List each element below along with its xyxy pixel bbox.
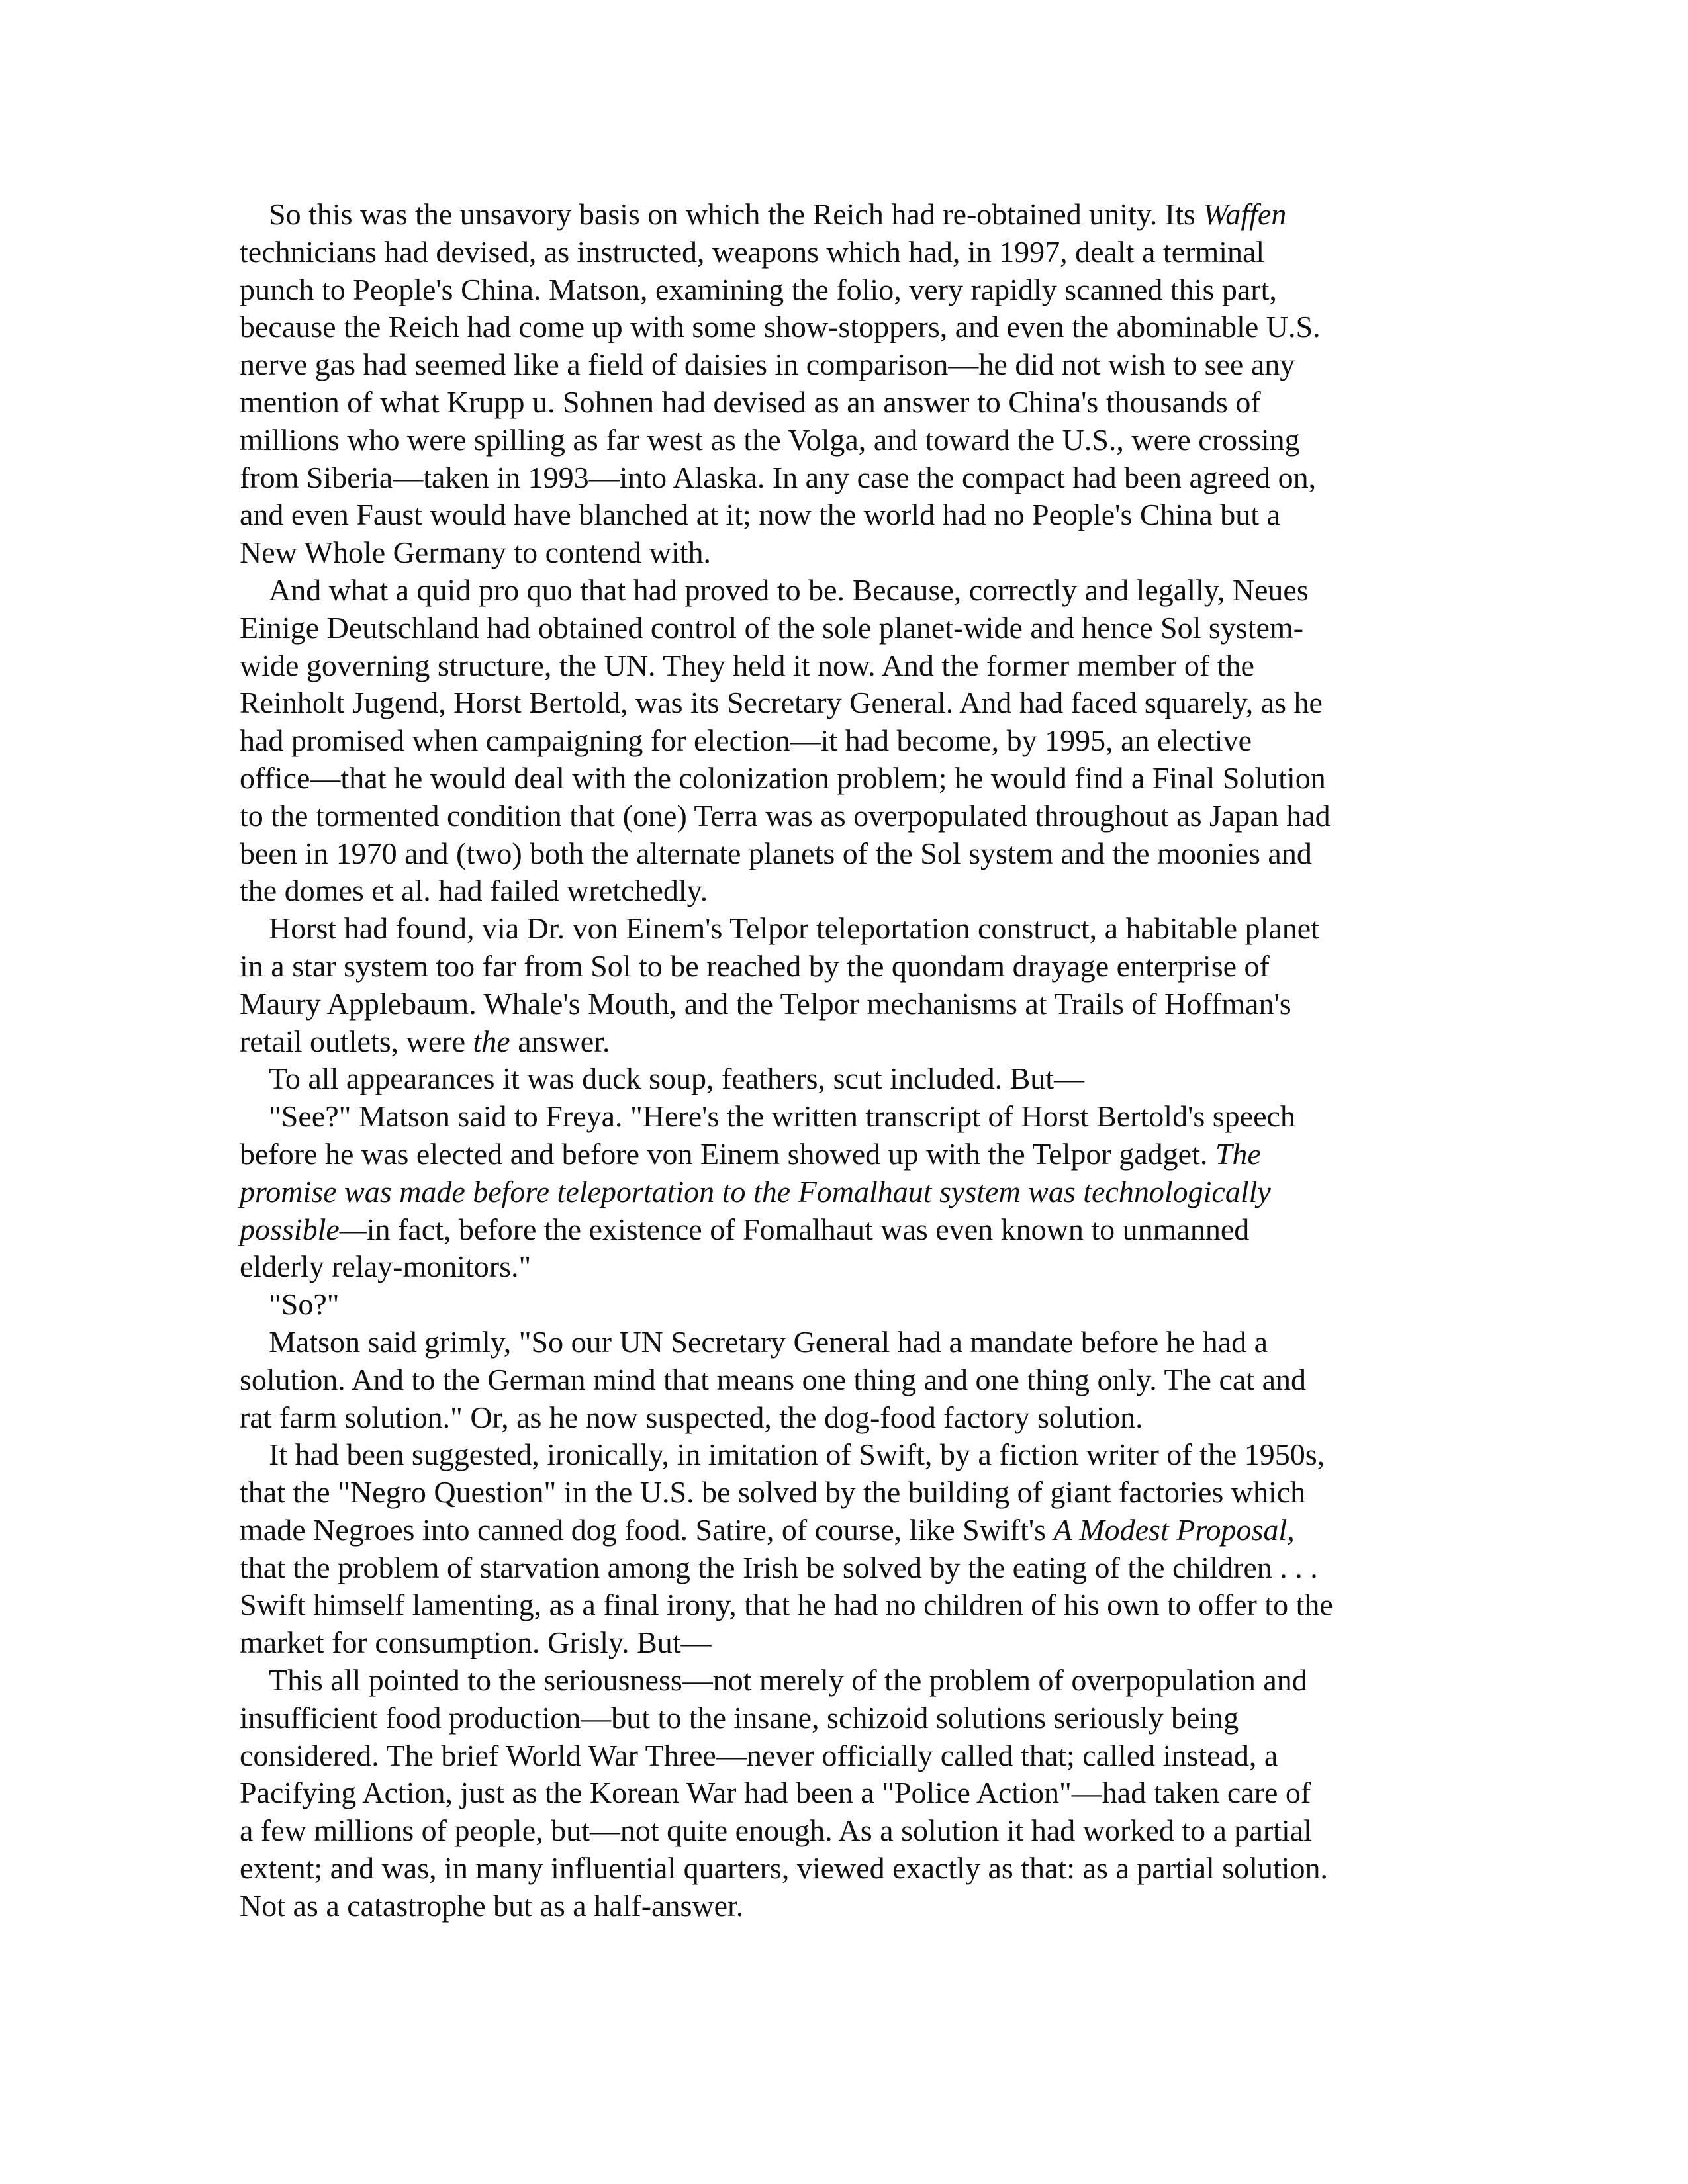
text-run: Not as a catastrophe but as a half-answer. [240, 1888, 744, 1923]
text-line [240, 1173, 1436, 1211]
text-run: Pacifying Action, just as the Korean War had been a "Police Action"—had taken care of [240, 1776, 1311, 1810]
text-run: To all appearances it was duck soup, feathers, scut included. But— [269, 1062, 1085, 1096]
text-run: in a star system too far from Sol to be reached by the quondam drayage enterprise of [240, 948, 1270, 983]
text-line [240, 1737, 1436, 1775]
text-line [240, 459, 1436, 497]
text-run: been in 1970 and (two) both the alternate planets of the Sol system and the moonies and [240, 836, 1312, 870]
text-run: Reinholt Jugend, Horst Bertold, was its Secretary General. And had faced squarely, as he [240, 686, 1323, 720]
text-line [240, 1286, 1436, 1324]
text-line [240, 1586, 1436, 1624]
text-run: insufficient food production—but to the insane, schizoid solutions seriously being [240, 1700, 1239, 1735]
text-line [240, 610, 1436, 647]
text-run: had promised when campaigning for election—it had become, by 1995, an elective [240, 723, 1252, 758]
text-run: rat farm solution." Or, as he now suspected, the dog-food factory solution. [240, 1400, 1143, 1434]
text-run: Horst had found, via Dr. von Einem's Telpor teleportation construct, a habitable planet [269, 911, 1319, 946]
text-run: millions who were spilling as far west as the Volga, and toward the U.S., were crossing [240, 422, 1300, 457]
text-line [240, 760, 1436, 797]
text-line [240, 1324, 1436, 1361]
text-run: because the Reich had come up with some show-stoppers, and even the abominable U.S. [240, 310, 1321, 344]
text-line [240, 985, 1436, 1023]
italic-text: promise was made before teleportation to the Fomalhaut system was technologically [240, 1174, 1271, 1208]
text-line [240, 422, 1436, 459]
text-line [240, 1060, 1436, 1098]
text-line [240, 1436, 1436, 1474]
italic-text: A Modest Proposal, [1053, 1512, 1295, 1547]
text-run: considered. The brief World War Three—never officially called that; called instead, a [240, 1738, 1278, 1772]
text-run: to the tormented condition that (one) Terra was as overpopulated throughout as Japan had [240, 798, 1331, 833]
text-line [240, 1774, 1436, 1812]
text-line [240, 1549, 1436, 1587]
text-line [240, 196, 1436, 234]
text-run: Maury Applebaum. Whale's Mouth, and the Telpor mechanisms at Trails of Hoffman's [240, 986, 1291, 1021]
text-run: office—that he would deal with the colonization problem; he would find a Final Solution [240, 760, 1326, 795]
text-line [240, 647, 1436, 685]
text-run: This all pointed to the seriousness—not merely of the problem of overpopulation and [269, 1663, 1307, 1698]
page-body [240, 196, 1436, 1925]
italic-text: the [473, 1024, 510, 1058]
text-run: wide governing structure, the UN. They held it now. And the former member of the [240, 648, 1254, 682]
text-line [240, 1888, 1436, 1925]
text-run: "See?" Matson said to Freya. "Here's the written transcript of Horst Bertold's speech [269, 1099, 1295, 1134]
italic-text: The [1215, 1136, 1261, 1171]
text-line [240, 872, 1436, 910]
text-line [240, 234, 1436, 271]
text-line [240, 1098, 1436, 1136]
text-line [240, 534, 1436, 572]
text-run: New Whole Germany to contend with. [240, 535, 711, 570]
text-line [240, 308, 1436, 346]
text-line [240, 496, 1436, 534]
text-run: and even Faust would have blanched at it; now the world had no People's China but a [240, 498, 1280, 532]
text-run: retail outlets, were [240, 1024, 473, 1058]
text-run: So this was the unsavory basis on which the Reich had re-obtained unity. Its [269, 197, 1203, 231]
text-line [240, 1812, 1436, 1850]
text-line [240, 1624, 1436, 1662]
text-run: before he was elected and before von Einem showed up with the Telpor gadget. [240, 1136, 1215, 1171]
text-line [240, 722, 1436, 760]
text-line [240, 271, 1436, 309]
text-line [240, 1136, 1436, 1173]
text-run: solution. And to the German mind that means one thing and one thing only. The cat and [240, 1362, 1306, 1396]
text-run: mention of what Krupp u. Sohnen had devised as an answer to China's thousands of [240, 385, 1261, 419]
text-line [240, 1361, 1436, 1399]
text-run: nerve gas had seemed like a field of daisies in comparison—he did not wish to see any [240, 347, 1295, 382]
text-run: Swift himself lamenting, as a final irony, that he had no children of his own to offer to the [240, 1588, 1333, 1622]
text-line [240, 1512, 1436, 1549]
text-line [240, 1662, 1436, 1700]
text-run: answer. [510, 1024, 610, 1058]
text-run: in fact, before the existence of Fomalhaut was even known to unmanned [366, 1212, 1250, 1246]
text-run: Matson said grimly, "So our UN Secretary General had a mandate before he had a [269, 1324, 1268, 1359]
text-run: market for consumption. Grisly. But— [240, 1625, 712, 1660]
italic-text: Waffen [1203, 197, 1287, 231]
text-line [240, 1700, 1436, 1737]
text-run: that the problem of starvation among the Irish be solved by the eating of the children . . . [240, 1550, 1318, 1584]
text-line [240, 346, 1436, 384]
text-run: from Siberia—taken in 1993—into Alaska. In any case the compact had been agreed on, [240, 460, 1317, 494]
text-run: "So?" [269, 1287, 340, 1322]
text-line [240, 1399, 1436, 1437]
text-run: And what a quid pro quo that had proved to be. Because, correctly and legally, Neues [269, 572, 1309, 607]
text-line [240, 835, 1436, 873]
text-run: the domes et al. had failed wretchedly. [240, 874, 708, 908]
text-run: Einige Deutschland had obtained control of the sole planet-wide and hence Sol system- [240, 610, 1303, 645]
text-run: that the "Negro Question" in the U.S. be solved by the building of giant factories which [240, 1475, 1306, 1510]
text-line [240, 1023, 1436, 1061]
text-line [240, 572, 1436, 610]
text-run: technicians had devised, as instructed, weapons which had, in 1997, dealt a terminal [240, 234, 1265, 269]
text-run: a few millions of people, but—not quite enough. As a solution it had worked to a partial [240, 1813, 1312, 1848]
italic-text: possible— [240, 1212, 367, 1246]
text-line [240, 910, 1436, 948]
text-line [240, 1474, 1436, 1512]
text-run: It had been suggested, ironically, in imitation of Swift, by a fiction writer of the 1950s, [269, 1437, 1325, 1472]
text-line [240, 684, 1436, 722]
text-line [240, 1850, 1436, 1888]
text-line [240, 1248, 1436, 1286]
text-line [240, 1211, 1436, 1249]
text-line [240, 384, 1436, 422]
text-run: made Negroes into canned dog food. Satire, of course, like Swift's [240, 1512, 1054, 1547]
text-run: elderly relay-monitors." [240, 1250, 532, 1284]
text-run: punch to People's China. Matson, examining the folio, very rapidly scanned this part, [240, 272, 1277, 306]
text-run: extent; and was, in many influential quarters, viewed exactly as that: as a partial solution. [240, 1851, 1329, 1886]
text-line [240, 797, 1436, 835]
text-line [240, 948, 1436, 985]
